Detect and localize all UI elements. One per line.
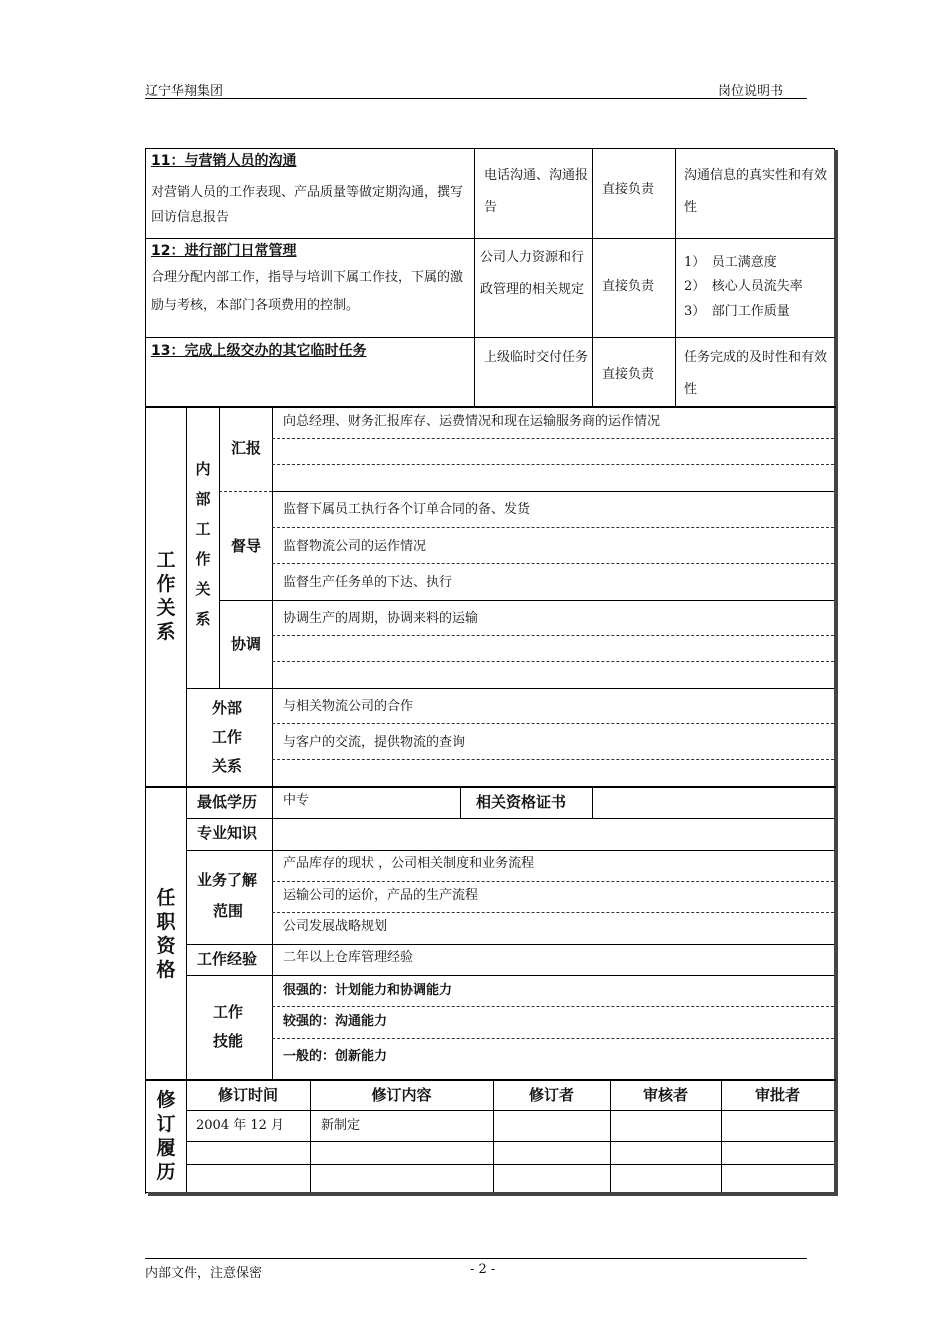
- skill-1: 很强的：计划能力和协调能力: [283, 983, 453, 998]
- external-label-line-1: 外部: [212, 699, 243, 717]
- task-11-title: 11：与营销人员的沟通: [151, 153, 297, 169]
- report-item-1: 向总经理、财务汇报库存、运费情况和现在运输服务商的运作情况: [283, 414, 661, 429]
- page-number: - 2 -: [470, 1262, 496, 1277]
- task-11-method: 电话沟通、沟通报告: [484, 168, 589, 215]
- header-rule: [145, 98, 807, 99]
- supervise-item-2: 监督物流公司的运作情况: [283, 539, 427, 554]
- scope-label-line-1: 业务了解: [197, 871, 258, 889]
- company-name: 辽宁华翔集团: [145, 84, 224, 99]
- supervise-item-1: 监督下属员工执行各个订单合同的备、发货: [283, 502, 531, 517]
- col-approver: 审批者: [754, 1086, 800, 1104]
- task-11-desc: 对营销人员的工作表现、产品质量等做定期沟通，撰写回访信息报告: [151, 185, 464, 225]
- footer-note: 内部文件，注意保密: [145, 1266, 263, 1281]
- document-title: 岗位说明书: [718, 84, 784, 99]
- task-13-method: 上级临时交付任务: [484, 350, 589, 365]
- task-12-responsibility: 直接负责: [602, 279, 655, 294]
- task-12-standard-3: 3） 部门工作质量: [684, 304, 790, 319]
- revision-row-1-content: 新制定: [321, 1118, 361, 1133]
- col-reviser: 修订者: [528, 1086, 574, 1104]
- col-reviewer: 审核者: [642, 1086, 688, 1104]
- revision-label: 修订履历: [156, 1089, 176, 1183]
- supervise-label: 督导: [231, 537, 262, 555]
- scope-item-1: 产品库存的现状 ，公司相关制度和业务流程: [283, 856, 535, 871]
- task-12-standard-2: 2） 核心人员流失率: [684, 279, 803, 294]
- scope-label-line-2: 范围: [213, 902, 244, 920]
- col-revision-content: 修订内容: [371, 1086, 432, 1104]
- certificate-label: 相关资格证书: [476, 793, 567, 811]
- task-13-standard: 任务完成的及时性和有效性: [684, 350, 828, 397]
- external-item-1: 与相关物流公司的合作: [283, 699, 414, 714]
- qualifications-label: 任职资格: [156, 887, 176, 981]
- scope-item-3: 公司发展战略规划: [283, 919, 388, 934]
- skills-label-line-2: 技能: [213, 1032, 244, 1050]
- skills-label-line-1: 工作: [213, 1003, 244, 1021]
- task-13-responsibility: 直接负责: [602, 367, 655, 382]
- task-12-title: 12：进行部门日常管理: [151, 243, 297, 259]
- education-label: 最低学历: [197, 793, 258, 811]
- external-label-line-2: 工作: [212, 728, 243, 746]
- education-value: 中专: [283, 793, 310, 808]
- supervise-item-3: 监督生产任务单的下达、执行: [283, 575, 453, 590]
- experience-value: 二年以上仓库管理经验: [283, 950, 414, 965]
- experience-label: 工作经验: [197, 950, 258, 968]
- task-11-responsibility: 直接负责: [602, 182, 655, 197]
- skill-3: 一般的：创新能力: [283, 1049, 388, 1064]
- knowledge-label: 专业知识: [197, 824, 258, 842]
- task-12-standard-1: 1） 员工满意度: [684, 255, 777, 270]
- task-12-method: 公司人力资源和行政管理的相关规定: [480, 250, 585, 297]
- task-11-standard: 沟通信息的真实性和有效性: [684, 168, 828, 215]
- skill-2: 较强的：沟通能力: [283, 1014, 388, 1029]
- col-revision-date: 修订时间: [217, 1086, 278, 1104]
- task-13-title: 13：完成上级交办的其它临时任务: [151, 343, 367, 359]
- revision-row-1-date: 2004 年 12 月: [196, 1118, 285, 1133]
- internal-relations-label: 内部工作关系: [195, 460, 211, 628]
- external-item-2: 与客户的交流，提供物流的查询: [283, 735, 466, 750]
- scope-item-2: 运输公司的运价，产品的生产流程: [283, 888, 479, 903]
- coordinate-item-1: 协调生产的周期，协调来料的运输: [283, 611, 479, 626]
- external-label-line-3: 关系: [212, 757, 243, 775]
- coordinate-label: 协调: [231, 635, 262, 653]
- footer-rule: [145, 1258, 807, 1259]
- task-12-desc: 合理分配内部工作，指导与培训下属工作技，下属的激励与考核，本部门各项费用的控制。: [151, 270, 464, 313]
- work-relations-label: 工作关系: [156, 549, 176, 643]
- report-label: 汇报: [231, 439, 262, 457]
